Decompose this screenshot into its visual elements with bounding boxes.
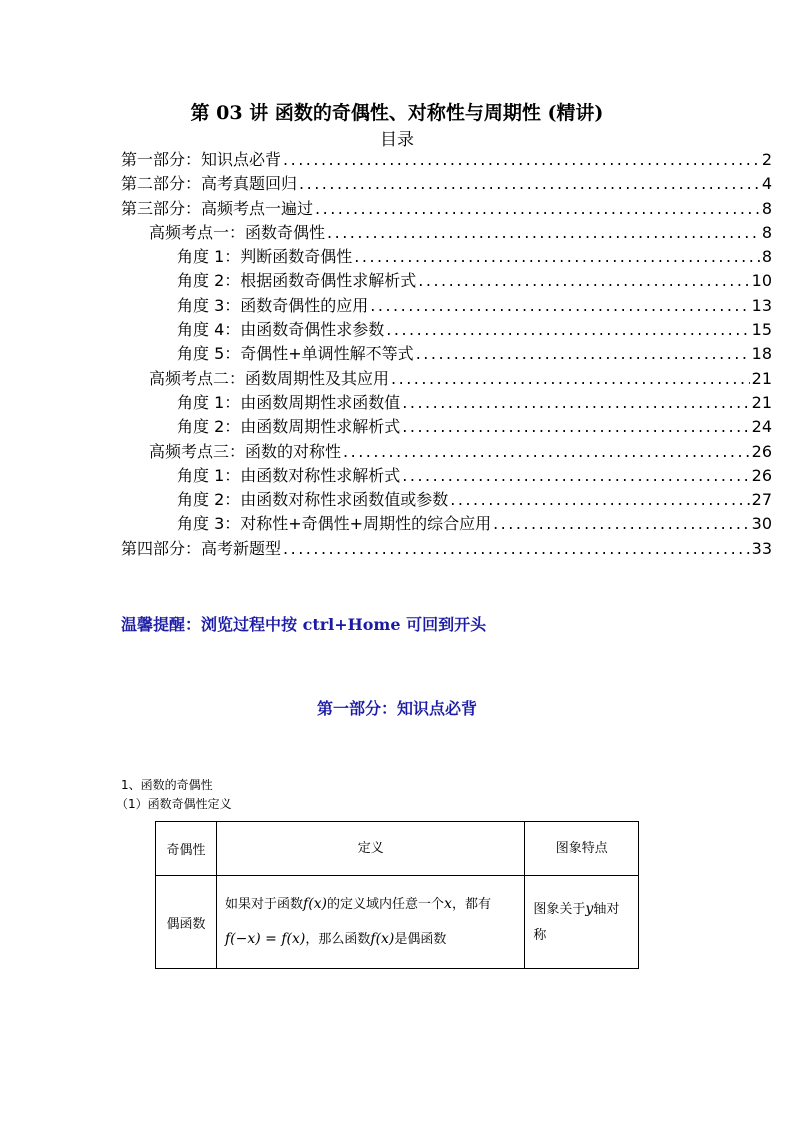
toc-entry-label: 第四部分：高考新题型 bbox=[121, 538, 282, 558]
definition-table bbox=[155, 821, 639, 969]
toc-leader-dots bbox=[315, 197, 760, 221]
toc-entry[interactable] bbox=[121, 148, 772, 172]
toc-entry-page: 15 bbox=[751, 320, 772, 340]
toc-entry[interactable] bbox=[121, 318, 772, 342]
toc-entry[interactable] bbox=[121, 342, 772, 366]
toc-entry[interactable] bbox=[121, 440, 772, 464]
toc-entry-label: 角度 3：对称性+奇偶性+周期性的综合应用 bbox=[177, 514, 492, 534]
toc-entry-label: 第二部分：高考真题回归 bbox=[121, 174, 298, 194]
table-header-row bbox=[156, 822, 639, 876]
toc-entry[interactable] bbox=[121, 391, 772, 415]
table-row bbox=[156, 876, 639, 969]
section-title: 第一部分：知识点必背 bbox=[316, 699, 477, 718]
toc-entry[interactable] bbox=[121, 245, 772, 269]
toc-leader-dots bbox=[327, 221, 760, 245]
toc-entry-page: 8 bbox=[761, 247, 772, 267]
header-cell-parity: 奇偶性 bbox=[156, 822, 217, 876]
toc-entry-page: 33 bbox=[751, 538, 772, 558]
toc-heading: 目录 bbox=[380, 130, 414, 150]
toc-entry-label: 角度 3：函数奇偶性的应用 bbox=[177, 295, 369, 315]
navigation-tip: 温馨提醒：浏览过程中按 ctrl+Home 可回到开头 bbox=[121, 615, 487, 634]
toc-entry-page: 4 bbox=[761, 174, 772, 194]
math-fx: f(x) bbox=[370, 931, 395, 947]
toc-leader-dots bbox=[402, 464, 749, 488]
toc-entry[interactable] bbox=[121, 488, 772, 512]
toc-entry-label: 第一部分：知识点必背 bbox=[121, 150, 282, 169]
toc-leader-dots bbox=[418, 269, 749, 293]
table-of-contents bbox=[121, 148, 772, 561]
toc-leader-dots bbox=[299, 172, 760, 196]
toc-leader-dots bbox=[416, 342, 750, 366]
toc-leader-dots bbox=[343, 440, 750, 464]
toc-entry[interactable] bbox=[121, 537, 772, 561]
toc-entry[interactable] bbox=[121, 464, 772, 488]
toc-entry[interactable] bbox=[121, 367, 772, 391]
toc-leader-dots bbox=[283, 148, 760, 172]
toc-entry-label: 角度 1：判断函数奇偶性 bbox=[177, 247, 353, 267]
cell-graph-feature: 图象关于y轴对称 bbox=[525, 876, 639, 969]
toc-leader-dots bbox=[402, 415, 749, 439]
toc-leader-dots bbox=[450, 488, 749, 512]
toc-entry[interactable] bbox=[121, 415, 772, 439]
toc-entry-page: 8 bbox=[761, 222, 772, 242]
cell-function-type: 偶函数 bbox=[156, 876, 217, 969]
cell-definition: 如果对于函数f(x)的定义域内任意一个x，都有 f(−x) = f(x)，那么函数f(x)是偶函数 bbox=[217, 876, 525, 969]
toc-entry-page: 8 bbox=[761, 198, 772, 218]
toc-entry[interactable] bbox=[121, 269, 772, 293]
toc-entry[interactable] bbox=[121, 294, 772, 318]
toc-entry-label: 高频考点三：函数的对称性 bbox=[149, 441, 342, 461]
toc-entry-page: 24 bbox=[751, 417, 772, 437]
toc-entry-page: 2 bbox=[761, 150, 772, 169]
toc-entry-page: 18 bbox=[751, 344, 772, 364]
toc-entry[interactable] bbox=[121, 172, 772, 196]
toc-entry[interactable] bbox=[121, 512, 772, 536]
header-cell-graph: 图象特点 bbox=[525, 822, 639, 876]
toc-entry-page: 10 bbox=[751, 271, 772, 291]
toc-entry-label: 高频考点二：函数周期性及其应用 bbox=[149, 368, 390, 388]
toc-leader-dots bbox=[370, 294, 749, 318]
subsection-heading: 1、函数的奇偶性 bbox=[121, 778, 213, 792]
toc-leader-dots bbox=[391, 367, 750, 391]
toc-entry-page: 21 bbox=[751, 368, 772, 388]
header-cell-definition: 定义 bbox=[217, 822, 525, 876]
toc-entry-label: 角度 1：由函数周期性求函数值 bbox=[177, 392, 401, 412]
toc-leader-dots bbox=[354, 245, 760, 269]
toc-entry-page: 27 bbox=[751, 490, 772, 510]
toc-leader-dots bbox=[386, 318, 749, 342]
toc-entry-page: 26 bbox=[751, 441, 772, 461]
subsubsection-heading: （1）函数奇偶性定义 bbox=[116, 797, 232, 811]
toc-entry-label: 第三部分：高频考点一遍过 bbox=[121, 198, 314, 218]
math-fx: f(x) bbox=[303, 896, 328, 912]
toc-leader-dots bbox=[402, 391, 749, 415]
toc-entry-label: 角度 1：由函数对称性求解析式 bbox=[177, 465, 401, 485]
toc-leader-dots bbox=[283, 537, 750, 561]
toc-entry-label: 角度 4：由函数奇偶性求参数 bbox=[177, 320, 385, 340]
math-x: x bbox=[444, 896, 452, 912]
math-equation: f(−x) = f(x) bbox=[225, 931, 306, 947]
toc-entry-page: 13 bbox=[751, 295, 772, 315]
toc-leader-dots bbox=[493, 512, 750, 536]
math-y: y bbox=[585, 900, 594, 917]
toc-entry-page: 21 bbox=[751, 392, 772, 412]
toc-entry-label: 高频考点一：函数奇偶性 bbox=[149, 222, 326, 242]
toc-entry-page: 30 bbox=[751, 514, 772, 534]
toc-entry[interactable] bbox=[121, 197, 772, 221]
toc-entry-label: 角度 5：奇偶性+单调性解不等式 bbox=[177, 344, 414, 364]
toc-entry-label: 角度 2：由函数周期性求解析式 bbox=[177, 417, 401, 437]
toc-entry-page: 26 bbox=[751, 465, 772, 485]
toc-entry[interactable] bbox=[121, 221, 772, 245]
toc-entry-label: 角度 2：由函数对称性求函数值或参数 bbox=[177, 490, 449, 510]
toc-entry-label: 角度 2：根据函数奇偶性求解析式 bbox=[177, 271, 417, 291]
document-title: 第 03 讲 函数的奇偶性、对称性与周期性 (精讲) bbox=[190, 102, 604, 124]
